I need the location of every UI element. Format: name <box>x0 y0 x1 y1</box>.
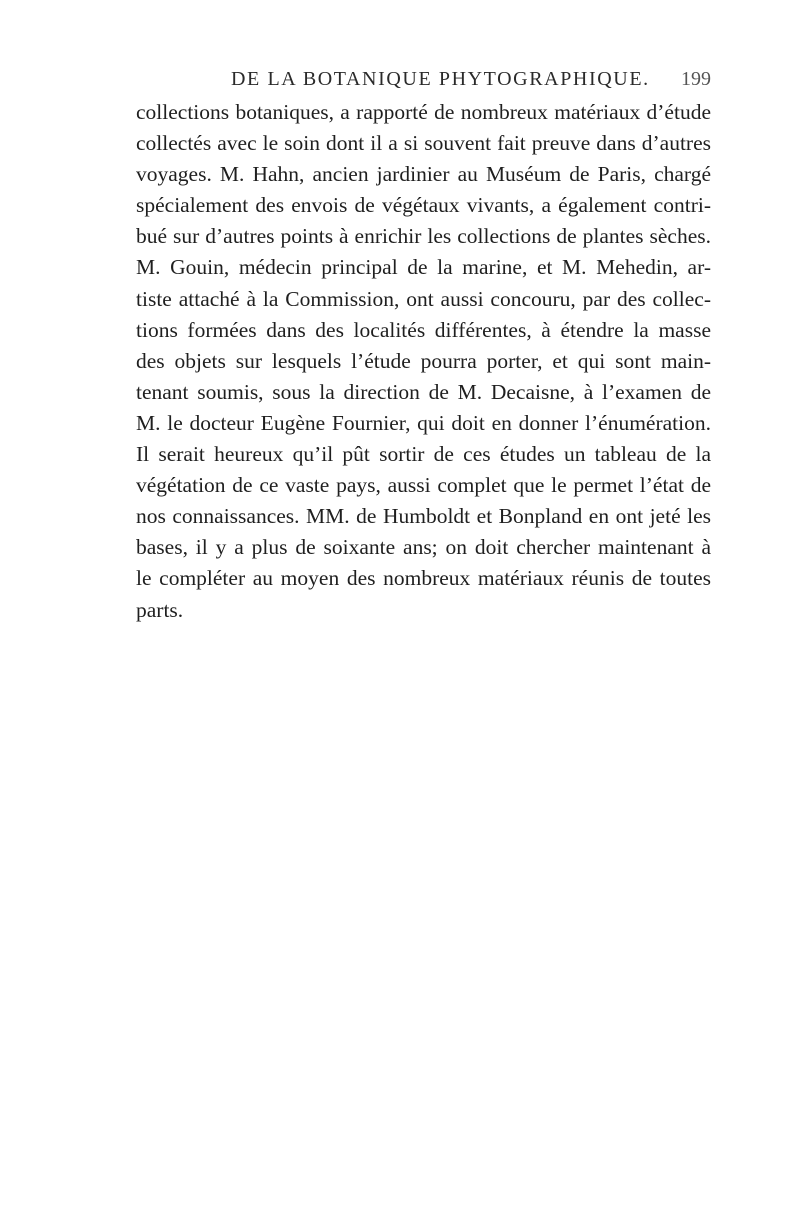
running-head <box>136 66 711 92</box>
text-line: nos connaissances. MM. de Humboldt et Bonpland en ont jeté les <box>136 504 711 529</box>
text-line: le compléter au moyen des nombreux matériaux réunis de toutes <box>136 566 711 591</box>
text-line: M. le docteur Eugène Fournier, qui doit en donner l’énumération. <box>136 410 711 435</box>
body-paragraph <box>136 97 711 626</box>
text-line: parts. <box>136 597 184 622</box>
text-line: voyages. M. Hahn, ancien jardinier au Muséum de Paris, chargé <box>136 162 711 187</box>
text-line: Il serait heureux qu’il pût sortir de ces études un tableau de la <box>136 442 711 467</box>
text-line: des objets sur lesquels l’étude pourra porter, et qui sont main- <box>136 348 711 373</box>
text-line: collectés avec le soin dont il a si souvent fait preuve dans d’autres <box>136 131 711 156</box>
text-line: M. Gouin, médecin principal de la marine, et M. Mehedin, ar- <box>136 255 711 280</box>
text-line: bué sur d’autres points à enrichir les collections de plantes sèches. <box>136 224 711 249</box>
text-line: collections botaniques, a rapporté de nombreux matériaux d’étude <box>136 100 711 124</box>
text-line: tiste attaché à la Commission, ont aussi concouru, par des collec- <box>136 286 711 311</box>
text-line: tions formées dans des localités différentes, à étendre la masse <box>136 317 711 342</box>
text-line: végétation de ce vaste pays, aussi complet que le permet l’état de <box>136 473 711 498</box>
page-number: 199 <box>681 68 711 90</box>
running-title: DE LA BOTANIQUE PHYTOGRAPHIQUE. <box>231 68 650 90</box>
text-line: bases, il y a plus de soixante ans; on doit chercher maintenant à <box>136 535 711 560</box>
text-line: spécialement des envois de végétaux vivants, a également contri- <box>136 193 711 218</box>
text-line: tenant soumis, sous la direction de M. Decaisne, à l’examen de <box>136 379 711 404</box>
